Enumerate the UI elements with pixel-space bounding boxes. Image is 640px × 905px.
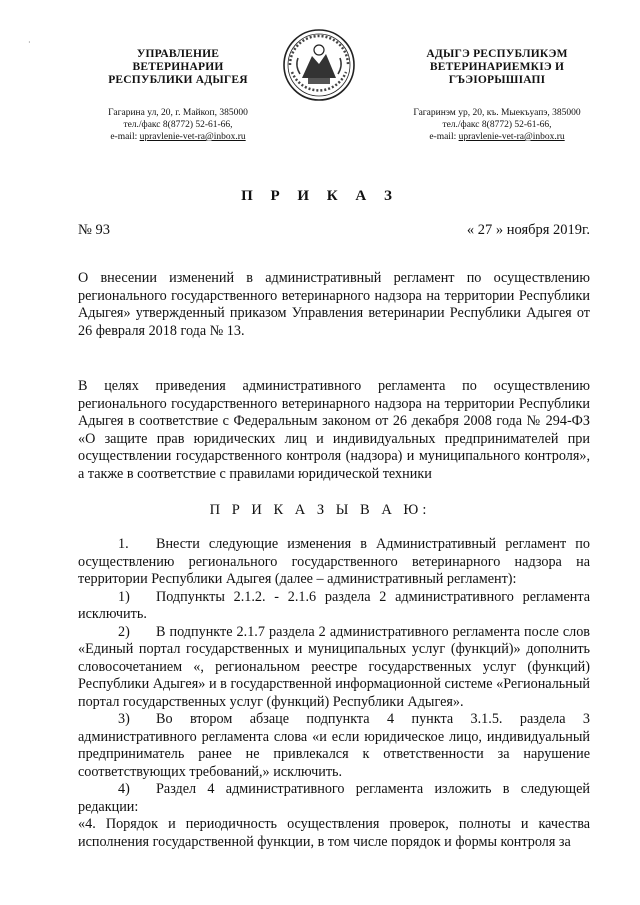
order-date: « 27 » ноября 2019г. [466,222,590,238]
list-item: 1. Внести следующие изменения в Административный регламент по осуществлению регионального государственного ветеринарного надзора на территории Республики Адыгея (далее – административный регламент): [78,536,590,587]
list-item: 4) Раздел 4 административного регламента изложить в следующей редакции: [78,781,590,815]
coat-of-arms-emblem [282,28,356,102]
right-email-link[interactable]: upravlenie-vet-ra@inbox.ru [458,132,565,142]
left-org-name: УПРАВЛЕНИЕ ВЕТЕРИНАРИИ РЕСПУБЛИКИ АДЫГЕЯ [108,48,248,86]
section-text: «4. Порядок и периодичность осуществления проверок, полноты и качества исполнения государственной функции, в том числе порядок и формы контроля за [78,816,590,850]
list-item: 3) Во втором абзаце подпункта 4 пункта 3.1.5. раздела 3 административного регламента слова «и если юридическое лицо, индивидуальный предприниматель ранее не привлекался к ответственности за нарушение соответствующих требований,» исключить. [78,711,590,780]
document-title: П Р И К А З [241,188,399,204]
header-right [392,48,602,143]
order-number: № 93 [78,222,110,238]
right-org-name: АДЫГЭ РЕСПУБЛИКЭМ ВЕТЕРИНАРИЕМКIЭ И ГЪЭIОРЫШIАПI [426,48,568,86]
list-item: 2) В подпункте 2.1.7 раздела 2 административного регламента после слов «Единый портал государственных и муниципальных услуг (функций)» дополнить словосочетанием «, региональном реестре государственных услуг (функций) Республики Адыгея» и в государственной информационной системе «Региональный портал государственных услуг (функций) Республики Адыгея». [78,623,590,710]
header-left [78,48,278,143]
order-body [78,536,590,851]
order-heading: П Р И К А З Ы В А Ю: [209,502,431,518]
left-address: Гагарина ул, 20, г. Майкоп, 385000 тел./факс 8(8772) 52-61-66, e-mail: upravlenie-vet-ra@inbox.ru [108,108,248,142]
right-address: Гагаринэм ур, 20, къ. Мыекъуапэ, 385000 тел./факс 8(8772) 52-61-66, e-mail: upravlenie-vet-ra@inbox.ru [413,108,581,142]
list-item: 1) Подпункты 2.1.2. - 2.1.6 раздела 2 административного регламента исключить. [78,588,590,622]
order-preamble: В целях приведения административного регламента по осуществлению регионального государственного ветеринарного надзора на территории Республики Адыгея в соответствие с Федеральным законом от 26 декабря 2008 года № 294-ФЗ «О защите прав юридических лиц и индивидуальных предпринимателей при осуществлении государственного контроля (надзора) и муниципального контроля», а также в соответствие с правилами юридической техники [78,378,590,482]
order-subject: О внесении изменений в административный регламент по осуществлению регионального государственного ветеринарного надзора на территории Республики Адыгея» утвержденный приказом Управления ветеринарии Республики Адыгея от 26 февраля 2018 года № 13. [78,270,590,339]
left-email-link[interactable]: upravlenie-vet-ra@inbox.ru [139,132,246,142]
scan-mark: · [28,38,31,47]
